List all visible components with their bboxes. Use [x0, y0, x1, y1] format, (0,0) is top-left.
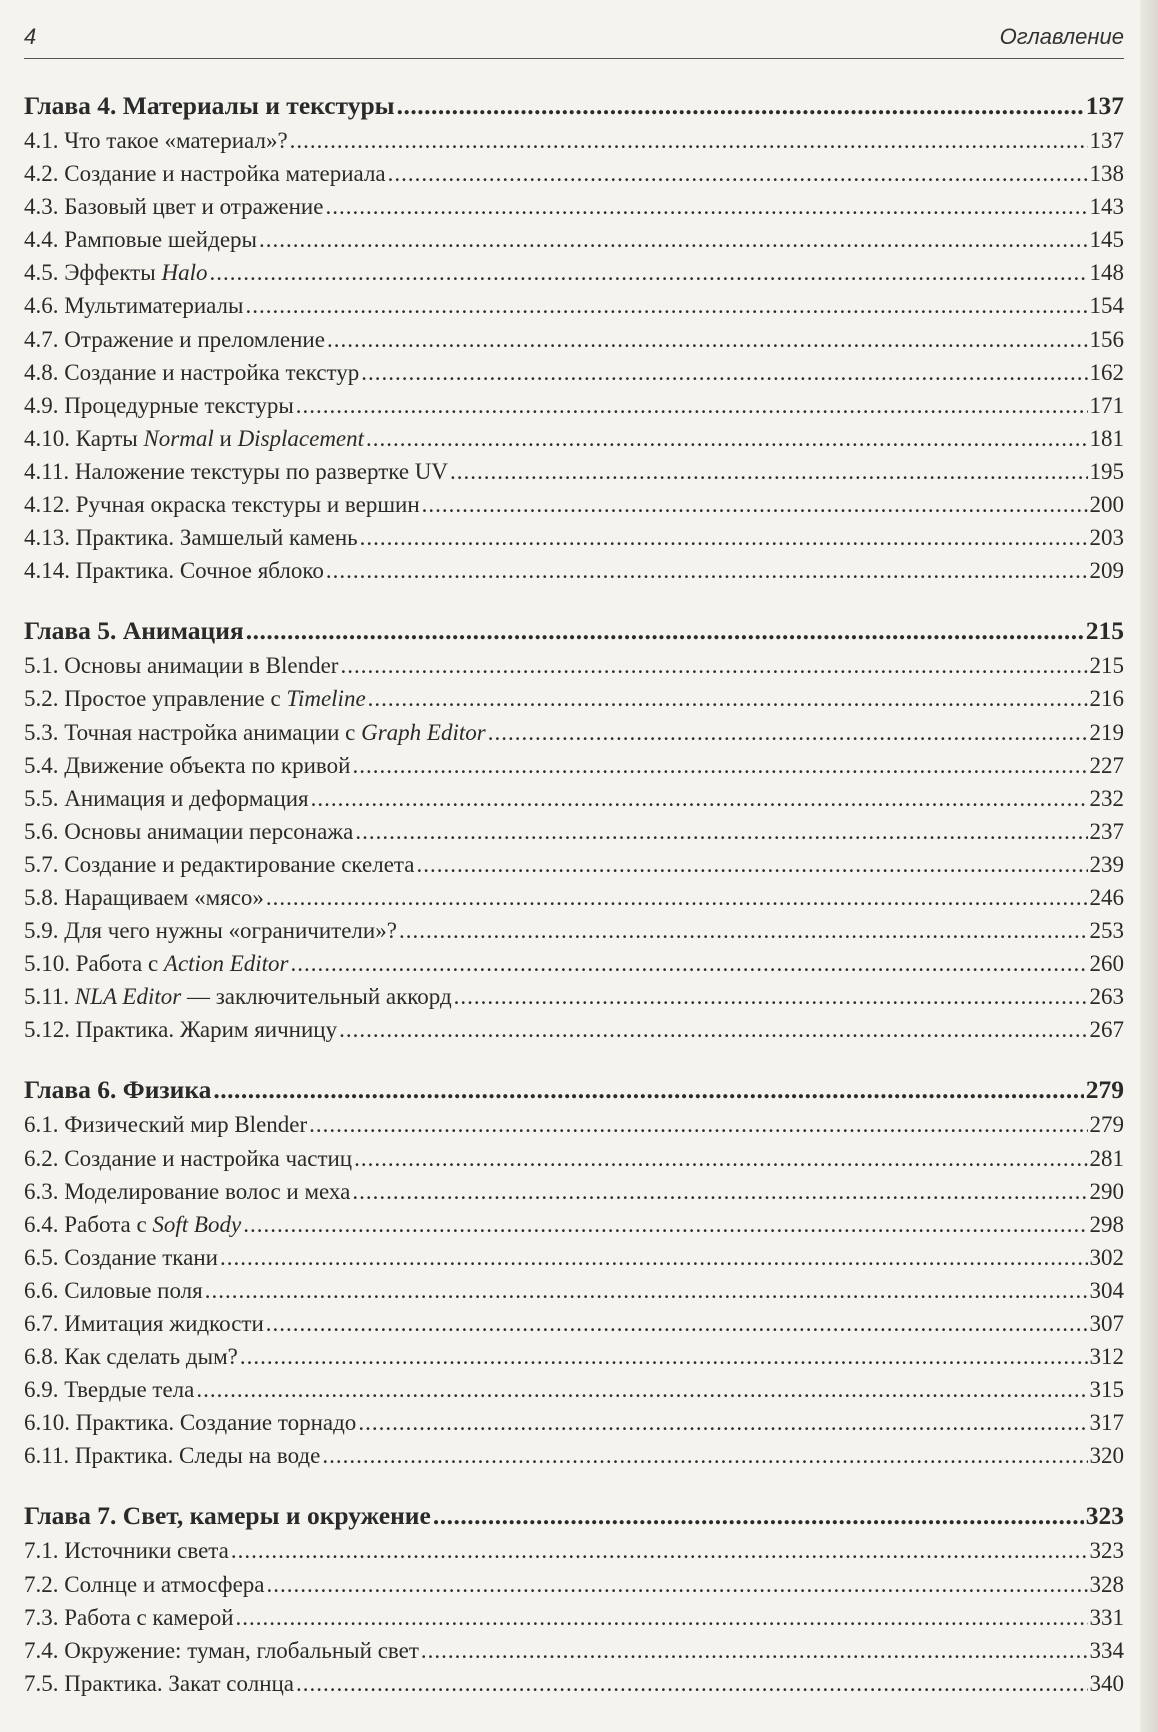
section-entry [24, 682, 1124, 715]
page-ref: 195 [1089, 458, 1124, 484]
section-entry [24, 356, 1124, 389]
page-ref: 239 [1089, 851, 1124, 877]
section-entry [24, 1274, 1124, 1307]
page-ref: 219 [1089, 719, 1124, 745]
section-title: 6.1. Физический мир Blender [24, 1112, 308, 1138]
section-title: 5.4. Движение объекта по кривой [24, 752, 351, 778]
dot-leader [422, 488, 1088, 521]
page-ref: 260 [1089, 951, 1124, 977]
dot-leader [339, 1013, 1087, 1046]
section-title: 5.10. Работа с Action Editor [24, 951, 289, 977]
dot-leader [354, 1142, 1087, 1175]
section-entry [24, 289, 1124, 322]
chapter-entry [24, 613, 1124, 649]
page-ref: 307 [1089, 1311, 1124, 1336]
dot-leader [433, 1498, 1084, 1534]
section-entry [24, 1013, 1124, 1046]
chapter-entry [24, 88, 1124, 124]
dot-leader [450, 455, 1087, 488]
chapter-block [24, 88, 1124, 587]
section-entry [24, 1667, 1124, 1700]
section-entry [24, 1175, 1124, 1208]
page-ref: 143 [1089, 194, 1124, 220]
section-title: 5.8. Наращиваем «мясо» [24, 884, 264, 910]
section-entry [24, 1142, 1124, 1175]
dot-leader [205, 1274, 1088, 1307]
section-title: 4.4. Рамповые шейдеры [24, 227, 257, 253]
dot-leader [309, 1108, 1087, 1141]
section-title: 5.7. Создание и редактирование скелета [24, 851, 415, 877]
table-of-contents [24, 88, 1124, 1726]
chapter-block [24, 613, 1124, 1046]
dot-leader [266, 881, 1088, 914]
section-entry [24, 848, 1124, 881]
section-entry [24, 455, 1124, 488]
chapter-title: Глава 7. Свет, камеры и окружение [24, 1501, 431, 1531]
dot-leader [209, 256, 1087, 289]
dot-leader [368, 682, 1088, 715]
dot-leader [259, 223, 1088, 256]
page-ref: 317 [1089, 1410, 1124, 1436]
page-ref: 148 [1089, 260, 1124, 286]
page-ref: 145 [1089, 227, 1124, 253]
section-entry [24, 881, 1124, 914]
page-ref: 232 [1089, 785, 1124, 811]
dot-leader [326, 554, 1088, 587]
page-ref: 315 [1089, 1377, 1124, 1403]
dot-leader [296, 1667, 1087, 1700]
page-ref: 340 [1089, 1670, 1124, 1696]
dot-leader [340, 649, 1087, 682]
section-title: 4.2. Создание и настройка материала [24, 161, 386, 187]
chapter-title: Глава 6. Физика [24, 1075, 212, 1105]
section-title: 5.9. Для чего нужны «ограничители»? [24, 918, 397, 944]
dot-leader [399, 914, 1088, 947]
section-title: 6.4. Работа с Soft Body [24, 1211, 242, 1237]
page-ref: 304 [1089, 1277, 1124, 1303]
dot-leader [360, 521, 1088, 554]
section-title: 4.8. Создание и настройка текстур [24, 359, 360, 385]
page-ref: 290 [1089, 1178, 1124, 1204]
page-ref: 323 [1089, 1538, 1124, 1564]
page-ref: 328 [1089, 1571, 1124, 1597]
dot-leader [488, 716, 1088, 749]
section-title: 5.3. Точная настройка анимации с Graph Editor [24, 719, 486, 745]
section-entry [24, 223, 1124, 256]
section-entry [24, 389, 1124, 422]
dot-leader [388, 157, 1088, 190]
dot-leader [246, 289, 1088, 322]
section-entry [24, 1307, 1124, 1340]
section-entry [24, 1241, 1124, 1274]
section-entry [24, 649, 1124, 682]
section-entry [24, 1601, 1124, 1634]
dot-leader [196, 1373, 1087, 1406]
dot-leader [416, 848, 1087, 881]
section-title: 7.1. Источники света [24, 1538, 229, 1564]
page-ref: 279 [1085, 1075, 1124, 1105]
page-ref: 203 [1089, 525, 1124, 551]
section-title: 6.3. Моделирование волос и меха [24, 1178, 351, 1204]
section-title: 5.11. NLA Editor — заключительный аккорд [24, 984, 452, 1010]
section-entry [24, 422, 1124, 455]
section-title: 4.5. Эффекты Halo [24, 260, 208, 286]
running-header [24, 22, 1124, 59]
dot-leader [366, 422, 1087, 455]
dot-leader [236, 1601, 1088, 1634]
page-ref: 171 [1089, 392, 1124, 418]
section-title: 4.7. Отражение и преломление [24, 326, 325, 352]
section-entry [24, 256, 1124, 289]
chapter-block [24, 1498, 1124, 1699]
dot-leader [454, 980, 1088, 1013]
page-ref: 154 [1089, 293, 1124, 319]
section-entry [24, 157, 1124, 190]
dot-leader [327, 323, 1088, 356]
section-title: 7.3. Работа с камерой [24, 1604, 234, 1630]
page-ref: 312 [1089, 1344, 1124, 1370]
page-ref: 253 [1089, 918, 1124, 944]
section-entry [24, 914, 1124, 947]
section-title: 6.9. Твердые тела [24, 1377, 195, 1403]
section-title: 4.12. Ручная окраска текстуры и вершин [24, 492, 420, 518]
chapter-title: Глава 4. Материалы и текстуры [24, 91, 395, 120]
dot-leader [240, 1340, 1088, 1373]
dot-leader [231, 1534, 1088, 1567]
dot-leader [243, 1208, 1087, 1241]
page-ref: 137 [1085, 91, 1124, 120]
section-title: 6.7. Имитация жидкости [24, 1311, 264, 1336]
page-ref: 162 [1089, 359, 1124, 385]
page-ref: 246 [1089, 884, 1124, 910]
page-ref: 237 [1089, 818, 1124, 844]
section-title: 7.2. Солнце и атмосфера [24, 1571, 265, 1597]
dot-leader [361, 356, 1087, 389]
section-entry [24, 190, 1124, 223]
section-title: 4.11. Наложение текстуры по развертке UV [24, 458, 449, 484]
dot-leader [213, 1072, 1083, 1108]
section-title: 6.11. Практика. Следы на воде [24, 1443, 321, 1469]
dot-leader [322, 1439, 1087, 1472]
chapter-title: Глава 5. Анимация [24, 616, 244, 646]
section-title: 6.5. Создание ткани [24, 1244, 218, 1270]
section-title: 5.6. Основы анимации персонажа [24, 818, 354, 844]
dot-leader [290, 124, 1088, 157]
page-ref: 263 [1089, 984, 1124, 1010]
dot-leader [421, 1634, 1088, 1667]
section-entry [24, 947, 1124, 980]
dot-leader [355, 815, 1087, 848]
chapter-entry [24, 1072, 1124, 1108]
section-title: 6.2. Создание и настройка частиц [24, 1145, 353, 1171]
page-ref: 334 [1089, 1637, 1124, 1663]
section-title: 4.3. Базовый цвет и отражение [24, 194, 324, 220]
page-ref: 267 [1089, 1017, 1124, 1043]
section-entry [24, 323, 1124, 356]
section-entry [24, 1108, 1124, 1141]
dot-leader [266, 1307, 1088, 1340]
section-entry [24, 815, 1124, 848]
section-title: 4.9. Процедурные текстуры [24, 392, 294, 418]
dot-leader [352, 749, 1087, 782]
dot-leader [267, 1568, 1088, 1601]
chapter-block [24, 1072, 1124, 1472]
section-title: 4.10. Карты Normal и Displacement [24, 425, 365, 451]
dot-leader [325, 190, 1087, 223]
page-ref: 279 [1089, 1112, 1124, 1138]
section-title: 7.4. Окружение: туман, глобальный свет [24, 1637, 419, 1663]
dot-leader [311, 782, 1088, 815]
dot-leader [220, 1241, 1088, 1274]
dot-leader [246, 613, 1084, 649]
chapter-entry [24, 1498, 1124, 1534]
section-title: 5.2. Простое управление с Timeline [24, 686, 366, 712]
page-ref: 181 [1089, 425, 1124, 451]
section-entry [24, 521, 1124, 554]
page-number: 4 [24, 24, 37, 49]
page-ref: 200 [1089, 492, 1124, 518]
section-entry [24, 716, 1124, 749]
section-title: 6.8. Как сделать дым? [24, 1344, 238, 1370]
page-ref: 215 [1089, 653, 1124, 679]
page-ref: 302 [1089, 1244, 1124, 1270]
page-ref: 227 [1089, 752, 1124, 778]
dot-leader [352, 1175, 1087, 1208]
dot-leader [290, 947, 1087, 980]
section-entry [24, 749, 1124, 782]
page-ref: 323 [1085, 1501, 1124, 1531]
section-entry [24, 488, 1124, 521]
section-title: 5.12. Практика. Жарим яичницу [24, 1017, 338, 1043]
section-entry [24, 1568, 1124, 1601]
section-title: 5.5. Анимация и деформация [24, 785, 309, 811]
section-entry [24, 1340, 1124, 1373]
page-ref: 215 [1085, 616, 1124, 646]
page-ref: 320 [1089, 1443, 1124, 1469]
page-ref: 298 [1089, 1211, 1124, 1237]
section-entry [24, 1373, 1124, 1406]
section-entry [24, 554, 1124, 587]
dot-leader [358, 1406, 1087, 1439]
section-entry [24, 980, 1124, 1013]
section-entry [24, 782, 1124, 815]
section-title: 6.6. Силовые поля [24, 1277, 203, 1303]
page-ref: 331 [1089, 1604, 1124, 1630]
page-ref: 138 [1089, 161, 1124, 187]
section-entry [24, 124, 1124, 157]
section-title: 4.1. Что такое «материал»? [24, 128, 288, 153]
dot-leader [296, 389, 1088, 422]
section-title: 4.13. Практика. Замшелый камень [24, 525, 358, 551]
page-ref: 216 [1089, 686, 1124, 712]
running-title: Оглавление [999, 24, 1124, 49]
section-entry [24, 1634, 1124, 1667]
section-title: 7.5. Практика. Закат солнца [24, 1670, 295, 1696]
page-ref: 137 [1089, 128, 1124, 153]
section-entry [24, 1534, 1124, 1567]
section-title: 6.10. Практика. Создание торнадо [24, 1410, 357, 1436]
page-ref: 281 [1089, 1145, 1124, 1171]
page-ref: 209 [1089, 558, 1124, 584]
page-edge-shadow [1140, 0, 1158, 1732]
section-title: 4.6. Мультиматериалы [24, 293, 244, 319]
dot-leader [397, 88, 1084, 124]
page-ref: 156 [1089, 326, 1124, 352]
section-entry [24, 1406, 1124, 1439]
section-entry [24, 1439, 1124, 1472]
section-title: 4.14. Практика. Сочное яблоко [24, 558, 324, 584]
section-title: 5.1. Основы анимации в Blender [24, 653, 339, 679]
section-entry [24, 1208, 1124, 1241]
